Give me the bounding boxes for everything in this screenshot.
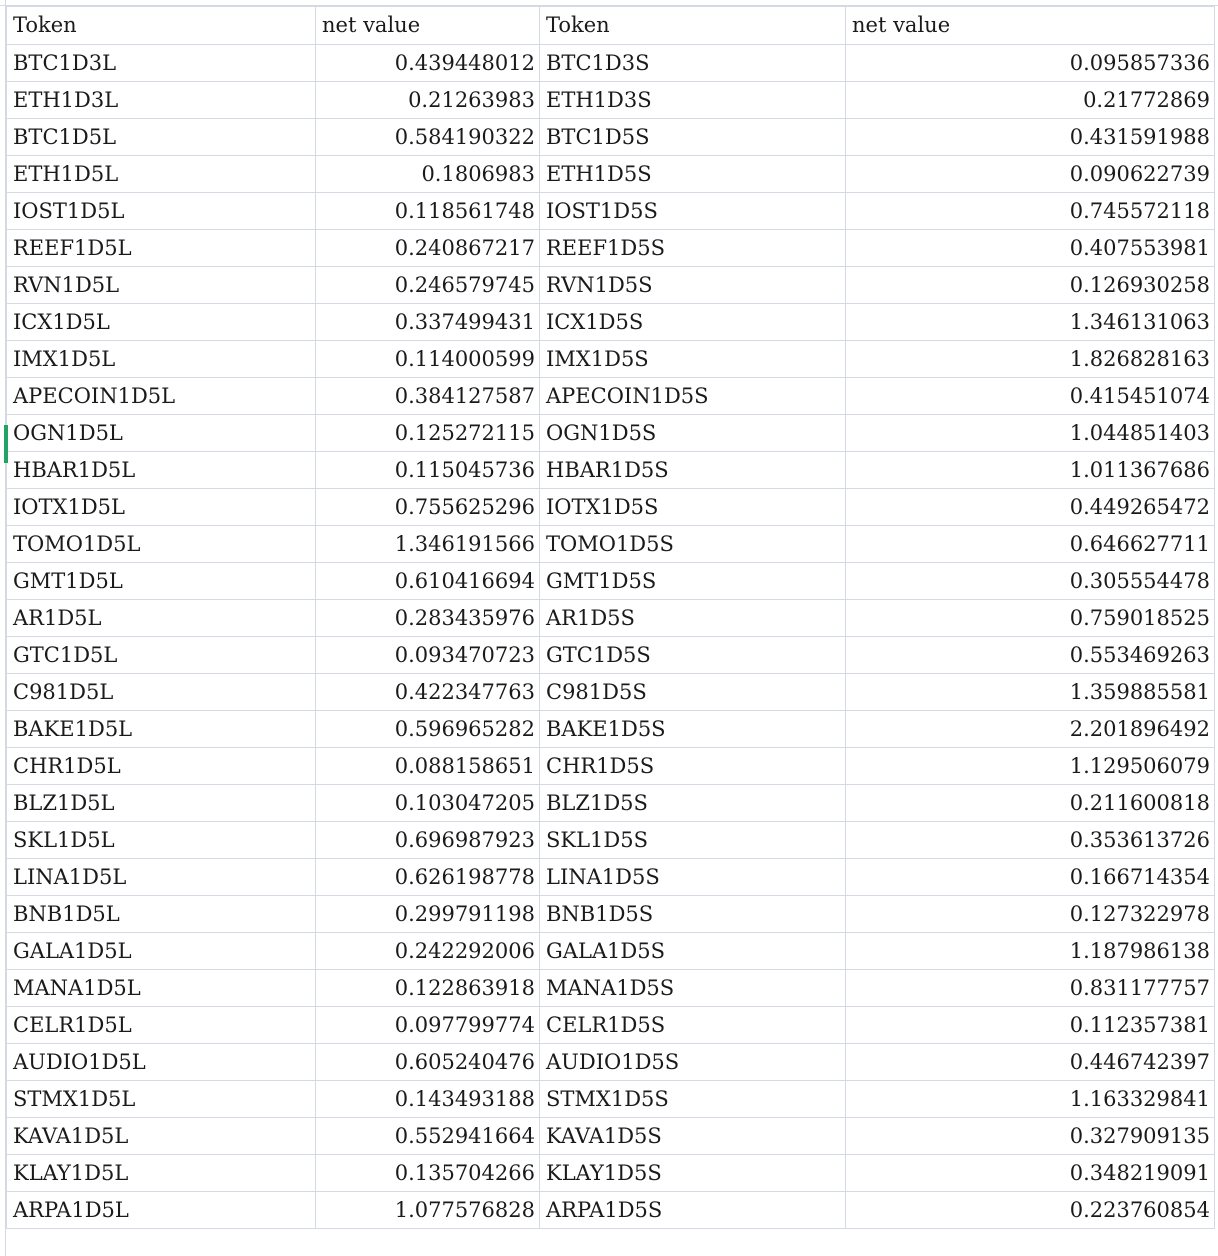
cell-net-value-short[interactable]: 0.431591988 [846, 119, 1215, 156]
table-row [7, 489, 1215, 526]
cell-token-long[interactable]: KLAY1D5L [7, 1155, 316, 1192]
cell-net-value-short[interactable]: 0.449265472 [846, 489, 1215, 526]
active-row-indicator [4, 425, 8, 463]
cell-token-long[interactable]: APECOIN1D5L [7, 378, 316, 415]
cell-token-short[interactable]: ETH1D3S [540, 82, 846, 119]
cell-net-value-long[interactable]: 0.299791198 [316, 896, 540, 933]
cell-net-value-short[interactable]: 0.759018525 [846, 600, 1215, 637]
cell-token-long[interactable]: MANA1D5L [7, 970, 316, 1007]
cell-token-long[interactable]: ARPA1D5L [7, 1192, 316, 1229]
cell-net-value-long[interactable]: 0.626198778 [316, 859, 540, 896]
cell-net-value-long[interactable]: 0.125272115 [316, 415, 540, 452]
cell-net-value-long[interactable]: 0.097799774 [316, 1007, 540, 1044]
cell-token-long[interactable]: BTC1D3L [7, 45, 316, 82]
table-row [7, 452, 1215, 489]
cell-net-value-long[interactable]: 0.118561748 [316, 193, 540, 230]
cell-token-short[interactable]: RVN1D5S [540, 267, 846, 304]
cell-token-short[interactable]: IMX1D5S [540, 341, 846, 378]
header-cell-net-value-long[interactable]: net value [316, 7, 540, 45]
table-row [7, 711, 1215, 748]
cell-token-long[interactable]: RVN1D5L [7, 267, 316, 304]
table-row [7, 970, 1215, 1007]
cell-token-short[interactable]: APECOIN1D5S [540, 378, 846, 415]
cell-net-value-short[interactable]: 1.129506079 [846, 748, 1215, 785]
spreadsheet-grid [6, 6, 1215, 1229]
table-row [7, 933, 1215, 970]
cell-net-value-short[interactable]: 0.353613726 [846, 822, 1215, 859]
cell-net-value-short[interactable]: 0.348219091 [846, 1155, 1215, 1192]
cell-token-long[interactable]: GTC1D5L [7, 637, 316, 674]
cell-net-value-long[interactable]: 0.240867217 [316, 230, 540, 267]
cell-net-value-long[interactable]: 0.242292006 [316, 933, 540, 970]
header-cell-token-short[interactable]: Token [540, 7, 846, 45]
cell-token-long[interactable]: IOST1D5L [7, 193, 316, 230]
cell-token-long[interactable]: SKL1D5L [7, 822, 316, 859]
header-cell-net-value-short[interactable]: net value [846, 7, 1215, 45]
cell-net-value-short[interactable]: 1.163329841 [846, 1081, 1215, 1118]
table-row [7, 1044, 1215, 1081]
cell-net-value-long[interactable]: 1.077576828 [316, 1192, 540, 1229]
cell-net-value-short[interactable]: 1.346131063 [846, 304, 1215, 341]
cell-token-long[interactable]: LINA1D5L [7, 859, 316, 896]
cell-token-long[interactable]: GALA1D5L [7, 933, 316, 970]
cell-token-short[interactable]: MANA1D5S [540, 970, 846, 1007]
cell-token-long[interactable]: BAKE1D5L [7, 711, 316, 748]
table-row [7, 1081, 1215, 1118]
cell-token-short[interactable]: REEF1D5S [540, 230, 846, 267]
cell-token-short[interactable]: GTC1D5S [540, 637, 846, 674]
table-row [7, 415, 1215, 452]
cell-net-value-long[interactable]: 0.114000599 [316, 341, 540, 378]
table-row [7, 378, 1215, 415]
cell-token-long[interactable]: BLZ1D5L [7, 785, 316, 822]
cell-token-long[interactable]: CHR1D5L [7, 748, 316, 785]
cell-token-long[interactable]: ETH1D5L [7, 156, 316, 193]
cell-token-long[interactable]: AUDIO1D5L [7, 1044, 316, 1081]
cell-net-value-short[interactable]: 0.090622739 [846, 156, 1215, 193]
cell-token-short[interactable]: BNB1D5S [540, 896, 846, 933]
cell-net-value-long[interactable]: 0.422347763 [316, 674, 540, 711]
table-row [7, 82, 1215, 119]
table-row [7, 341, 1215, 378]
cell-net-value-long[interactable]: 0.596965282 [316, 711, 540, 748]
cell-token-long[interactable]: AR1D5L [7, 600, 316, 637]
cell-token-short[interactable]: BTC1D3S [540, 45, 846, 82]
cell-token-long[interactable]: IMX1D5L [7, 341, 316, 378]
cell-token-long[interactable]: CELR1D5L [7, 1007, 316, 1044]
cell-net-value-long[interactable]: 0.584190322 [316, 119, 540, 156]
cell-token-short[interactable]: SKL1D5S [540, 822, 846, 859]
cell-net-value-short[interactable]: 1.359885581 [846, 674, 1215, 711]
table-row [7, 193, 1215, 230]
cell-net-value-short[interactable]: 0.127322978 [846, 896, 1215, 933]
header-row [7, 7, 1215, 45]
cell-net-value-short[interactable]: 0.646627711 [846, 526, 1215, 563]
cell-token-long[interactable]: GMT1D5L [7, 563, 316, 600]
cell-net-value-short[interactable]: 0.553469263 [846, 637, 1215, 674]
cell-token-short[interactable]: KLAY1D5S [540, 1155, 846, 1192]
cell-token-long[interactable]: TOMO1D5L [7, 526, 316, 563]
table-row [7, 859, 1215, 896]
table-row [7, 1192, 1215, 1229]
cell-net-value-short[interactable]: 0.415451074 [846, 378, 1215, 415]
cell-net-value-short[interactable]: 1.044851403 [846, 415, 1215, 452]
cell-token-long[interactable]: HBAR1D5L [7, 452, 316, 489]
cell-net-value-long[interactable]: 0.103047205 [316, 785, 540, 822]
cell-token-short[interactable]: BLZ1D5S [540, 785, 846, 822]
cell-token-long[interactable]: C981D5L [7, 674, 316, 711]
cell-token-short[interactable]: STMX1D5S [540, 1081, 846, 1118]
cell-net-value-short[interactable]: 1.187986138 [846, 933, 1215, 970]
cell-net-value-long[interactable]: 0.1806983 [316, 156, 540, 193]
cell-token-short[interactable]: HBAR1D5S [540, 452, 846, 489]
cell-net-value-short[interactable]: 0.446742397 [846, 1044, 1215, 1081]
cell-token-short[interactable]: ETH1D5S [540, 156, 846, 193]
cell-net-value-long[interactable]: 0.605240476 [316, 1044, 540, 1081]
cell-token-short[interactable]: BTC1D5S [540, 119, 846, 156]
cell-net-value-long[interactable]: 0.21263983 [316, 82, 540, 119]
cell-net-value-long[interactable]: 1.346191566 [316, 526, 540, 563]
table-row [7, 785, 1215, 822]
cell-token-short[interactable]: ICX1D5S [540, 304, 846, 341]
cell-token-short[interactable]: AUDIO1D5S [540, 1044, 846, 1081]
table-row [7, 637, 1215, 674]
cell-token-short[interactable]: GALA1D5S [540, 933, 846, 970]
cell-token-short[interactable]: OGN1D5S [540, 415, 846, 452]
table-row [7, 526, 1215, 563]
cell-token-long[interactable]: ICX1D5L [7, 304, 316, 341]
cell-net-value-short[interactable]: 0.126930258 [846, 267, 1215, 304]
table-row [7, 600, 1215, 637]
cell-token-short[interactable]: GMT1D5S [540, 563, 846, 600]
cell-net-value-short[interactable]: 0.407553981 [846, 230, 1215, 267]
cell-token-short[interactable]: CELR1D5S [540, 1007, 846, 1044]
table-row [7, 1007, 1215, 1044]
cell-token-short[interactable]: ARPA1D5S [540, 1192, 846, 1229]
cell-token-short[interactable]: CHR1D5S [540, 748, 846, 785]
cell-net-value-short[interactable]: 0.211600818 [846, 785, 1215, 822]
table-row [7, 45, 1215, 82]
cell-token-short[interactable]: IOST1D5S [540, 193, 846, 230]
table-row [7, 748, 1215, 785]
cell-token-short[interactable]: KAVA1D5S [540, 1118, 846, 1155]
table-row [7, 563, 1215, 600]
cell-net-value-long[interactable]: 0.337499431 [316, 304, 540, 341]
cell-token-short[interactable]: AR1D5S [540, 600, 846, 637]
table-row [7, 304, 1215, 341]
cell-net-value-long[interactable]: 0.755625296 [316, 489, 540, 526]
cell-token-long[interactable]: KAVA1D5L [7, 1118, 316, 1155]
cell-token-long[interactable]: IOTX1D5L [7, 489, 316, 526]
cell-net-value-long[interactable]: 0.122863918 [316, 970, 540, 1007]
cell-net-value-long[interactable]: 0.115045736 [316, 452, 540, 489]
table-row [7, 267, 1215, 304]
cell-token-long[interactable]: OGN1D5L [7, 415, 316, 452]
cell-token-short[interactable]: C981D5S [540, 674, 846, 711]
cell-net-value-long[interactable]: 0.552941664 [316, 1118, 540, 1155]
table-row [7, 1118, 1215, 1155]
cell-net-value-long[interactable]: 0.283435976 [316, 600, 540, 637]
cell-net-value-short[interactable]: 0.745572118 [846, 193, 1215, 230]
cell-net-value-short[interactable]: 0.095857336 [846, 45, 1215, 82]
table-row [7, 230, 1215, 267]
cell-net-value-short[interactable]: 0.21772869 [846, 82, 1215, 119]
cell-token-short[interactable]: LINA1D5S [540, 859, 846, 896]
cell-net-value-long[interactable]: 0.696987923 [316, 822, 540, 859]
cell-net-value-short[interactable]: 1.826828163 [846, 341, 1215, 378]
cell-token-short[interactable]: TOMO1D5S [540, 526, 846, 563]
cell-net-value-short[interactable]: 0.327909135 [846, 1118, 1215, 1155]
table-row [7, 156, 1215, 193]
cell-net-value-long[interactable]: 0.439448012 [316, 45, 540, 82]
cell-net-value-long[interactable]: 0.093470723 [316, 637, 540, 674]
cell-net-value-long[interactable]: 0.135704266 [316, 1155, 540, 1192]
cell-net-value-long[interactable]: 0.610416694 [316, 563, 540, 600]
cell-net-value-short[interactable]: 1.011367686 [846, 452, 1215, 489]
cell-net-value-short[interactable]: 0.112357381 [846, 1007, 1215, 1044]
cell-token-long[interactable]: ETH1D3L [7, 82, 316, 119]
spreadsheet-body [7, 7, 1215, 1229]
table-row [7, 674, 1215, 711]
cell-net-value-short[interactable]: 0.831177757 [846, 970, 1215, 1007]
cell-net-value-long[interactable]: 0.246579745 [316, 267, 540, 304]
cell-token-long[interactable]: BTC1D5L [7, 119, 316, 156]
table-row [7, 896, 1215, 933]
cell-net-value-long[interactable]: 0.088158651 [316, 748, 540, 785]
cell-token-short[interactable]: BAKE1D5S [540, 711, 846, 748]
cell-token-short[interactable]: IOTX1D5S [540, 489, 846, 526]
table-row [7, 119, 1215, 156]
cell-net-value-short[interactable]: 0.305554478 [846, 563, 1215, 600]
table-row [7, 1155, 1215, 1192]
cell-net-value-short[interactable]: 0.166714354 [846, 859, 1215, 896]
cell-net-value-long[interactable]: 0.384127587 [316, 378, 540, 415]
cell-net-value-short[interactable]: 2.201896492 [846, 711, 1215, 748]
cell-net-value-short[interactable]: 0.223760854 [846, 1192, 1215, 1229]
header-cell-token-long[interactable]: Token [7, 7, 316, 45]
cell-token-long[interactable]: REEF1D5L [7, 230, 316, 267]
cell-token-long[interactable]: BNB1D5L [7, 896, 316, 933]
table-row [7, 822, 1215, 859]
cell-token-long[interactable]: STMX1D5L [7, 1081, 316, 1118]
cell-net-value-long[interactable]: 0.143493188 [316, 1081, 540, 1118]
